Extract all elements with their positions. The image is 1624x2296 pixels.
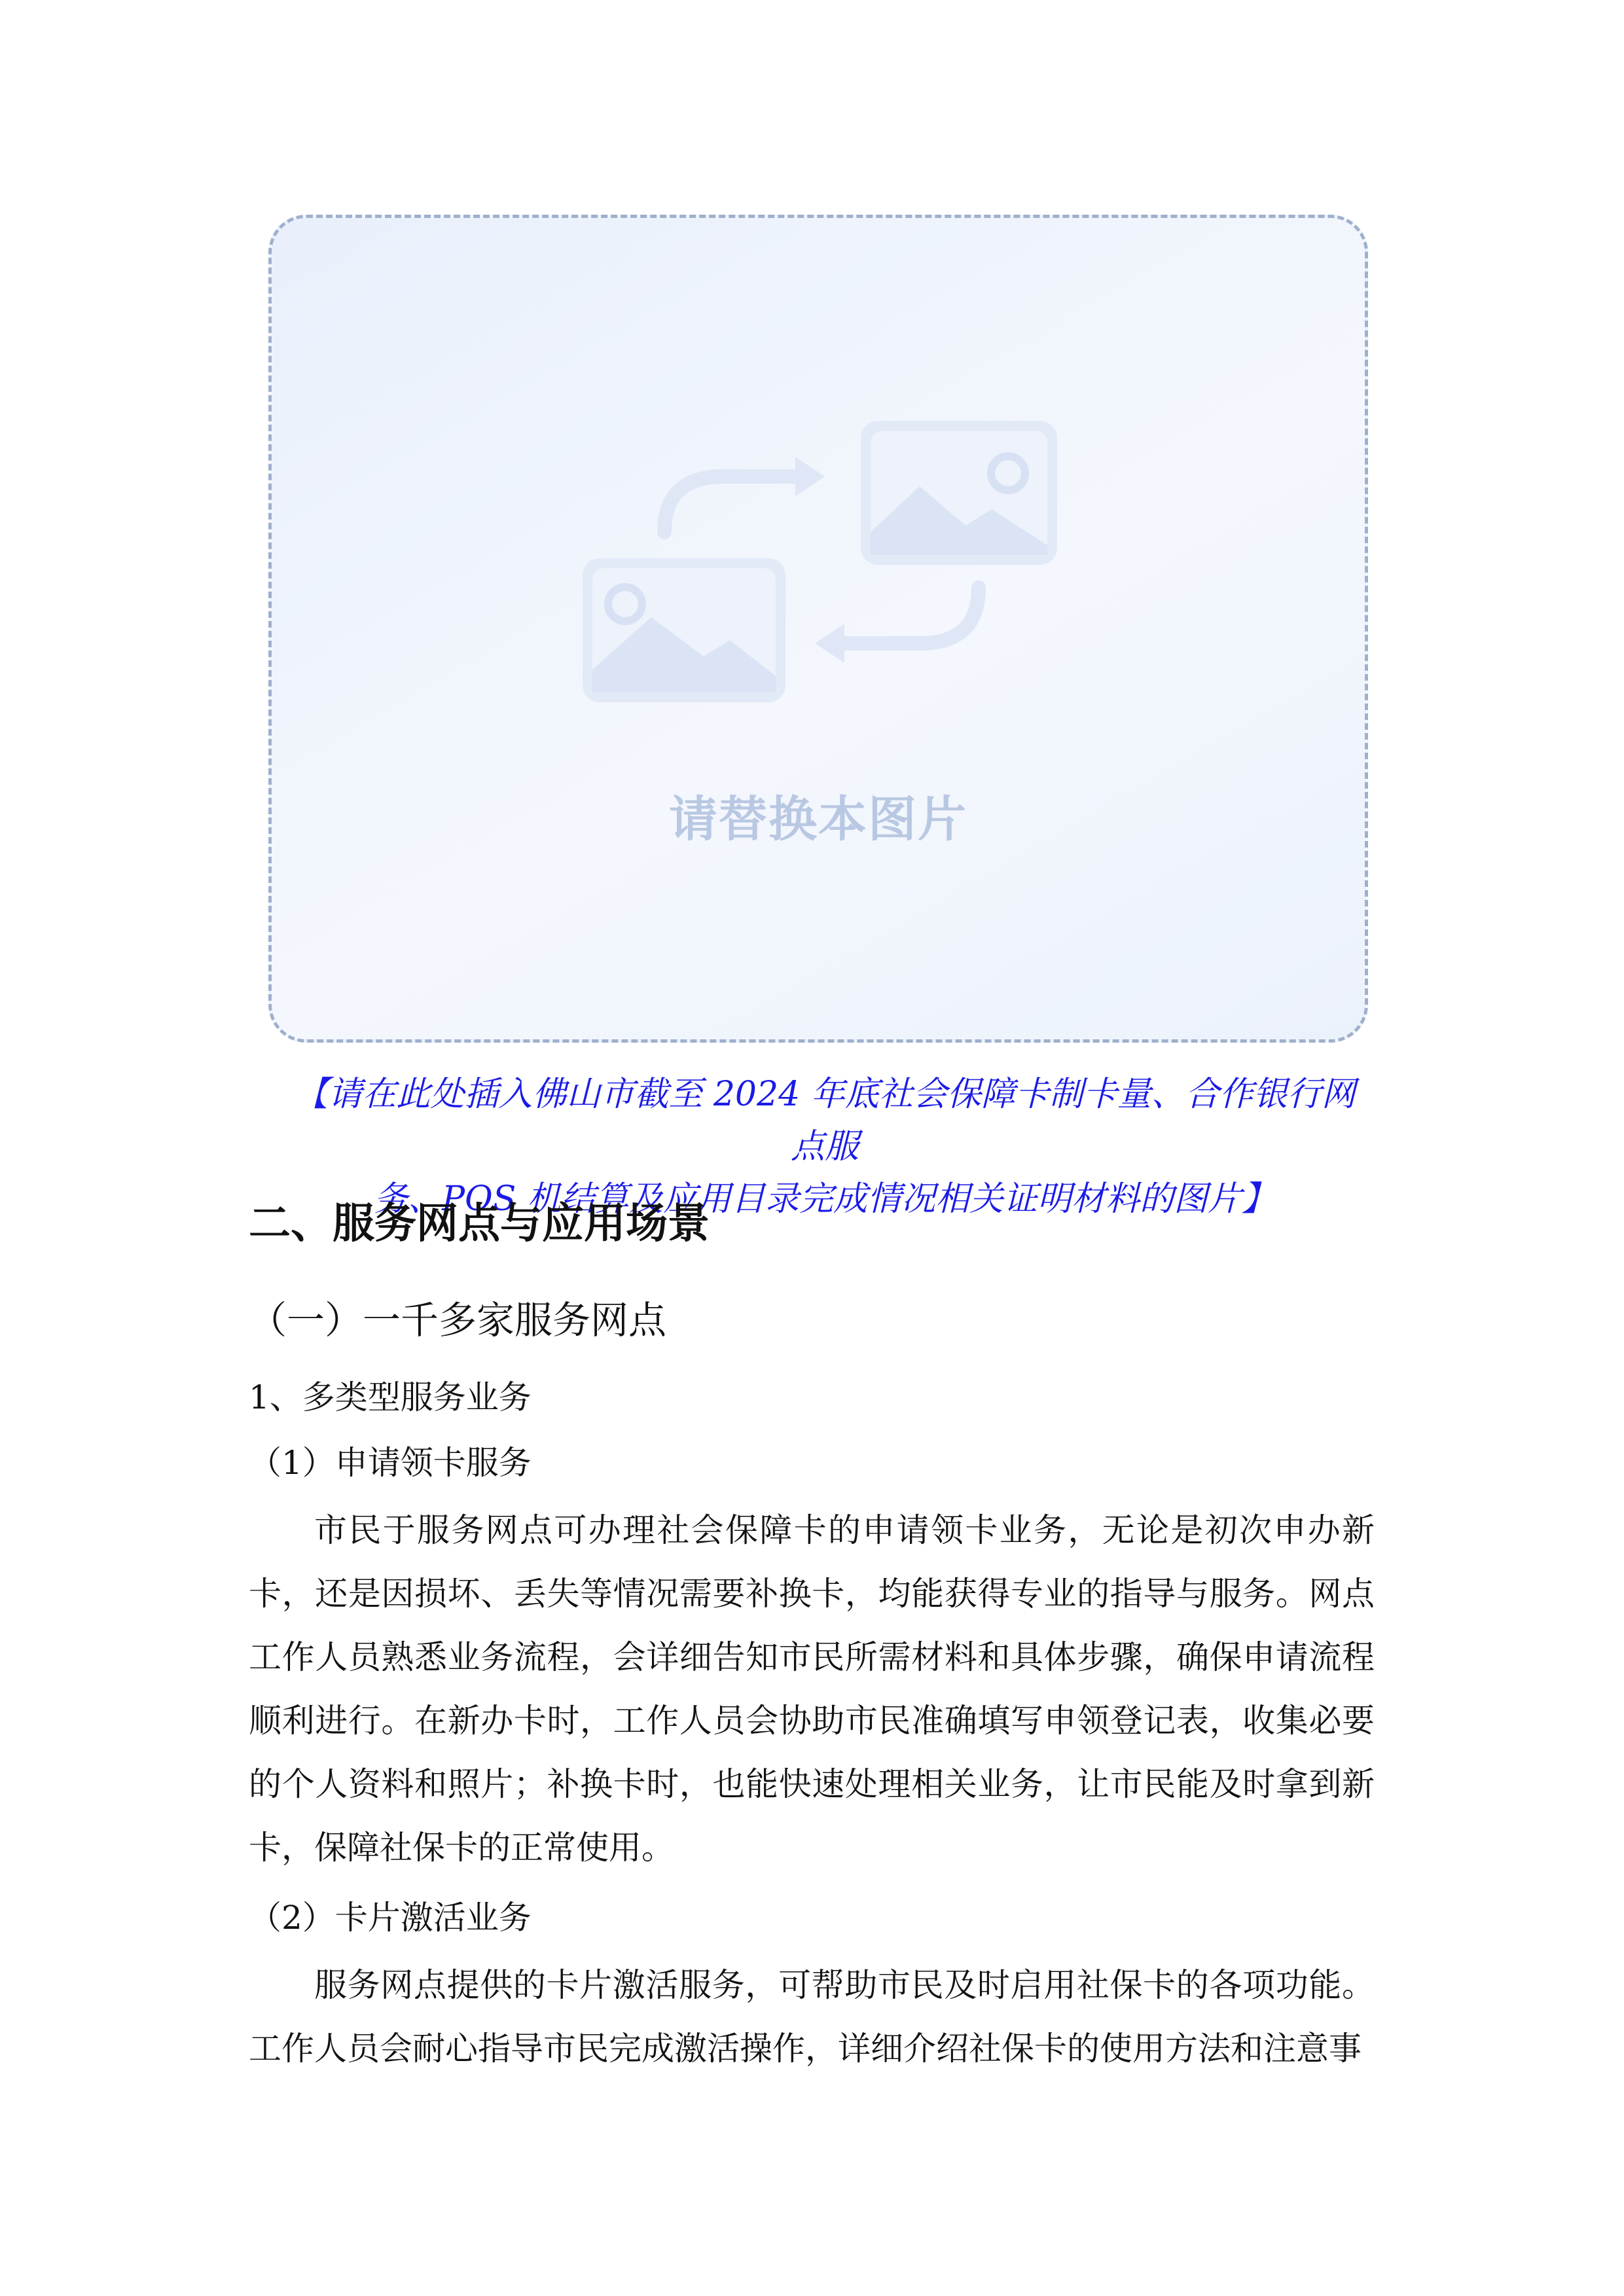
item-heading: 1、多类型服务业务 [249,1378,532,1416]
caption-line-2: 务、POS 机结算及应用目录完成情况相关证明材料的图片】 [374,1179,1276,1219]
image-swap-icon [272,218,1368,1043]
paragraph-1: 市民于服务网点可办理社会保障卡的申请领卡业务，无论是初次申办新卡，还是因损坏、丢失等情况需要补换卡，均能获得专业的指导与服务。网点工作人员熟悉业务流程，会详细告知市民所需材料和具体步骤，确保申请流程顺利进行。在新办卡时，工作人员会协助市民准确填写申领登记表，收集必要的个人资料和照片；补换卡时，也能快速处理相关业务，让市民能及时拿到新卡，保障社保卡的正常使用。 [249,1511,1375,1867]
sub-heading-1: （1）申请领卡服务 [249,1444,532,1482]
placeholder-label: 请替换本图片 [669,791,967,848]
caption-line-1: 【请在此处插入佛山市截至 2024 年底社会保障卡制卡量、合作银行网点服 [294,1075,1356,1166]
subsection-heading: （一）一千多家服务网点 [249,1298,667,1342]
sub-heading-2: （2）卡片激活业务 [249,1899,532,1937]
image-placeholder[interactable] [268,215,1368,1043]
paragraph-2: 服务网点提供的卡片激活服务，可帮助市民及时启用社保卡的各项功能。工作人员会耐心指导市民完成激活操作，详细介绍社保卡的使用方法和注意事 [249,1966,1375,2068]
section-heading: 二、服务网点与应用场景 [249,1200,710,1248]
